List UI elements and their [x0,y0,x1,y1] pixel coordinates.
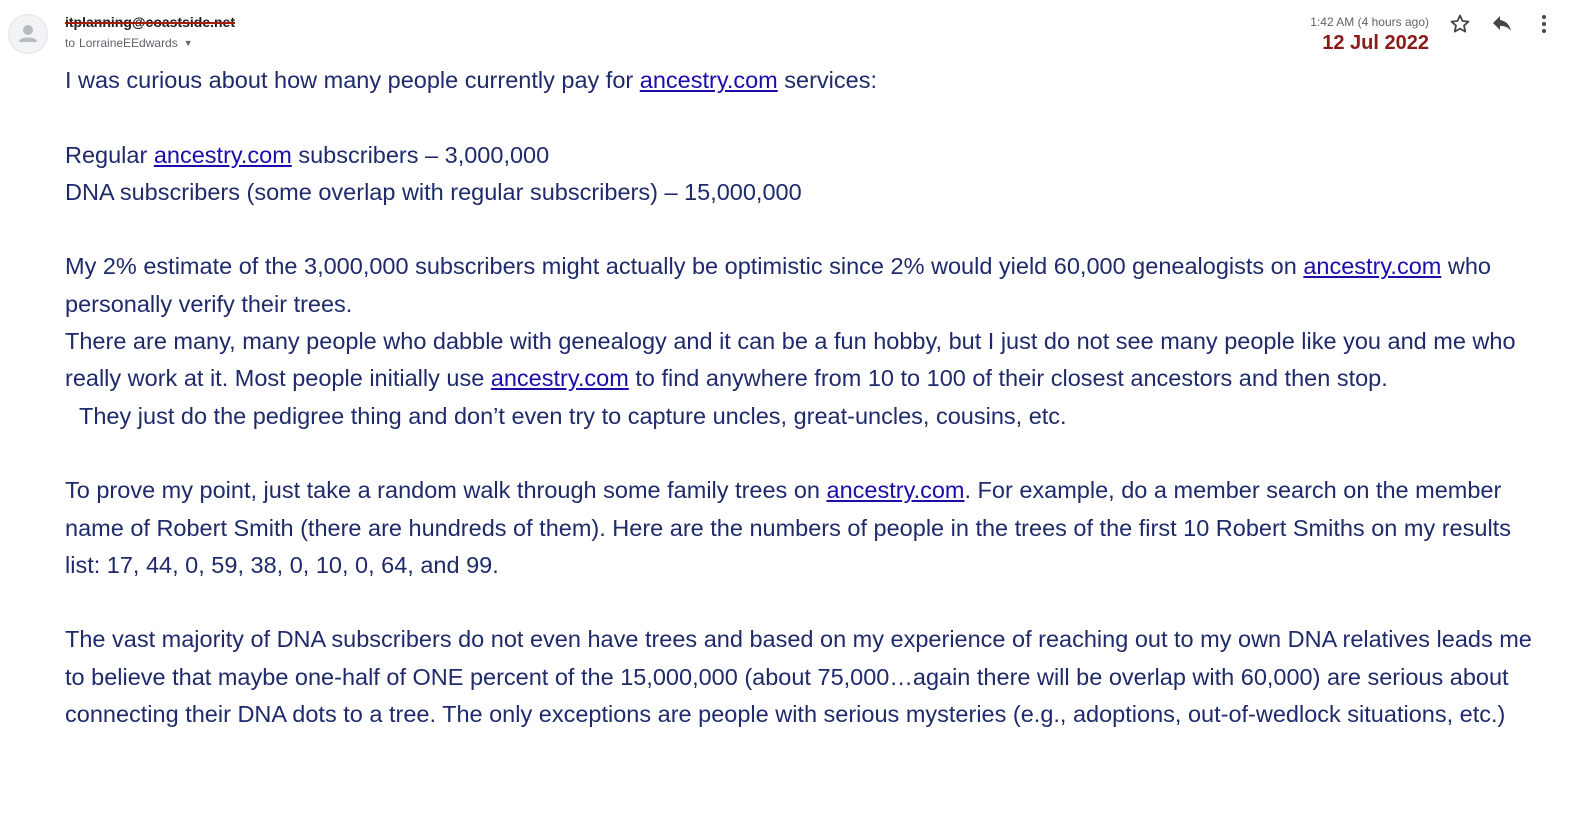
text: who personally verify their trees. [65,253,1491,317]
sender-avatar[interactable] [8,14,48,54]
paragraph-pedigree: They just do the pedigree thing and don’t even try to capture uncles, great-uncles, cousins, etc. [79,402,1067,429]
text: There are many, many people who dabble with genealogy and it can be a fun hobby, but I just do not see many people like you and me who really work at it. Most people initially use [65,328,1516,392]
ancestry-link[interactable]: ancestry.com [153,141,292,168]
date-annotation: 12 Jul 2022 [1322,32,1429,54]
ancestry-link[interactable]: ancestry.com [1303,253,1442,280]
sender-email[interactable]: itplanning@coastside.net [65,14,236,30]
regular-subscribers-line [65,137,1550,174]
text: I was curious about how many people currently pay for [65,67,640,93]
recipient-name: LorraineEEdwards [79,36,178,50]
text: services: [777,67,877,93]
paragraph-proof [65,472,1550,584]
star-button[interactable] [1448,12,1472,36]
chevron-down-icon[interactable]: ▼ [183,38,193,48]
dna-subscribers-line: DNA subscribers (some overlap with regular subscribers) – 15,000,000 [65,178,802,205]
reply-icon [1490,12,1514,36]
message-body [65,62,1550,733]
more-vert-icon [1532,12,1556,36]
message-time[interactable]: 1:42 AM (4 hours ago) [1310,15,1429,29]
ancestry-link[interactable]: ancestry.com [639,67,778,93]
text: My 2% estimate of the 3,000,000 subscribers might actually be optimistic since 2% would yield 60,000 genealogists on [65,253,1304,280]
paragraph-intro [65,62,1550,99]
text: Regular [65,141,154,168]
text: To prove my point, just take a random walk through some family trees on [65,477,827,504]
ancestry-link[interactable]: ancestry.com [490,365,629,392]
paragraph-estimate [65,248,1550,323]
recipient-line [65,36,193,50]
text: . For example, do a member search on the member name of Robert Smith (there are hundreds of them). Here are the numbers of people in the trees of the first 10 Robert Smiths on my results list: 17, 44, 0, 59, 38, 0, 10, 0, 64, and 99. [65,477,1511,578]
paragraph-dna-majority: The vast majority of DNA subscribers do not even have trees and based on my experience of reaching out to my own DNA relatives leads me to believe that maybe one-half of ONE percent of the 15,000,000 (about 75,000…again there will be overlap with 60,000) are serious about connecting their DNA dots to a tree. The only exceptions are people with serious mysteries (e.g., adoptions, out-of-wedlock situations, etc.) [65,626,1532,728]
avatar-icon [9,15,47,53]
ancestry-link[interactable]: ancestry.com [826,477,965,504]
more-options-button[interactable] [1532,12,1556,36]
reply-button[interactable] [1490,12,1514,36]
text: subscribers – 3,000,000 [291,141,550,168]
paragraph-dabble [65,323,1550,398]
star-icon [1448,12,1472,36]
to-prefix: to [65,36,76,50]
text: to find anywhere from 10 to 100 of their closest ancestors and then stop. [628,365,1388,392]
